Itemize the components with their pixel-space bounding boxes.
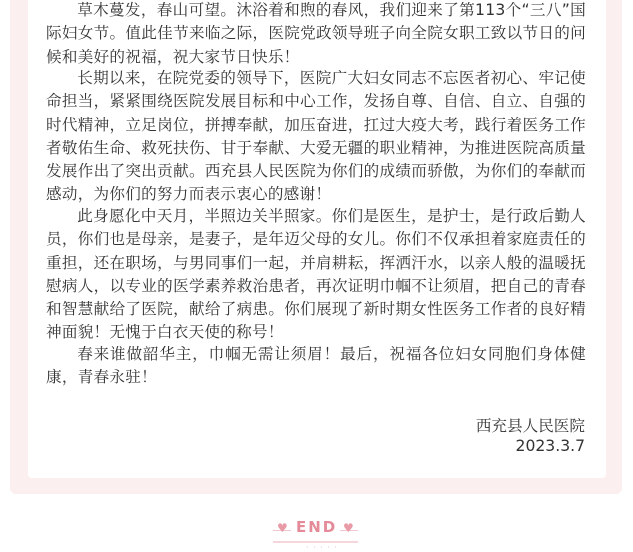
end-decoration-dots: · · · · · [306,543,338,552]
article-paragraph-2: 长期以来，在院党委的领导下，医院广大妇女同志不忘医者初心、牢记使命担当，紧紧围绕医院发展目标和中心工作，发扬自尊、自信、自立、自强的时代精神，立足岗位，拼搏奉献，加压奋进，扛过大疫大考，践行着医务工作者敬佑生命、救死扶伤、甘于奉献、大爱无疆的职业精神，为推进医院高质量发展作出了突出贡献。西充县人民医院为你们的成绩而骄傲，为你们的奉献而感动，为你们的努力而表示衷心的感谢！ [46,69,586,204]
signature-date: 2023.3.7 [515,437,585,455]
article-paragraph-4: 春来谁做韶华主，巾帼无需让须眉！最后，祝福各位妇女同胞们身体健康，青春永驻！ [46,345,586,387]
end-label: END [296,518,338,536]
heart-icon: ♥ [277,521,288,535]
article-paragraph-3: 此身愿化中天月，半照边关半照家。你们是医生，是护士，是行政后勤人员，你们也是母亲，是妻子，是年迈父母的女儿。你们不仅承担着家庭责任的重担，还在职场，与男同事们一起，并肩耕耘，挥洒汗水，以亲人般的温暖抚慰病人，以专业的医学素养救治患者，再次证明巾帼不让须眉，把自己的青春和智慧献给了医院，献给了病患。你们展现了新时期女性医务工作者的良好精神面貌！无愧于白衣天使的称号！ [46,207,586,342]
heart-icon: ♥ [343,521,354,535]
article-paragraph-1: 草木蔓发，春山可望。沐浴着和煦的春风，我们迎来了第113个“三八”国际妇女节。值此佳节来临之际，医院党政领导班子向全院女职工致以节日的问候和美好的祝福，祝大家节日快乐！ [46,1,586,66]
signature-organization: 西充县人民医院 [475,417,585,435]
